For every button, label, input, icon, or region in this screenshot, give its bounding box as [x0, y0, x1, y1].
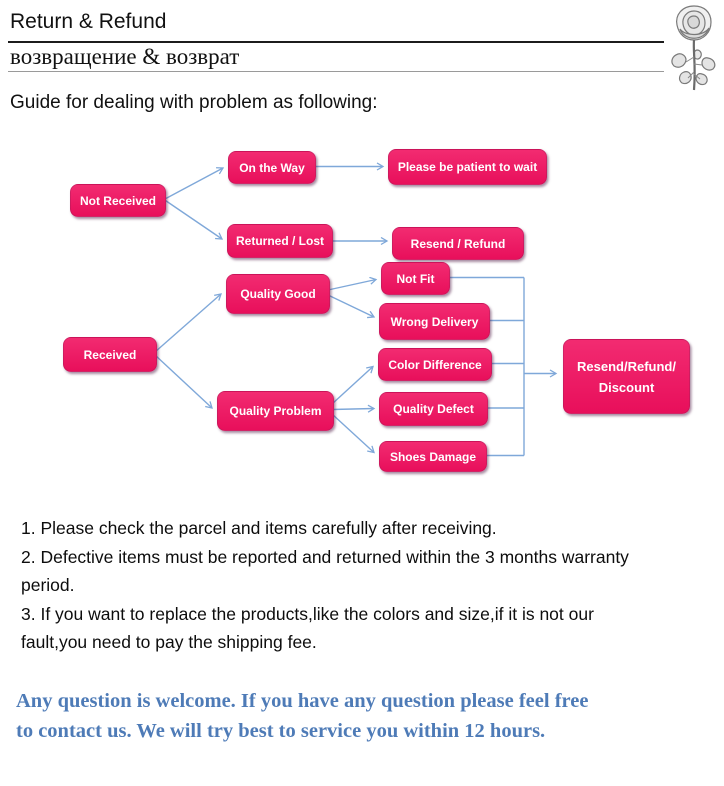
- flow-node-resend-refund-discount: [563, 339, 690, 414]
- note-line-3: 3. If you want to replace the products,like the colors and size,if it is not our: [21, 603, 594, 624]
- flow-node-quality-defect: Quality Defect: [379, 392, 488, 426]
- flow-node-returned-lost: Returned / Lost: [227, 224, 333, 258]
- policy-notes: [21, 514, 713, 657]
- flow-node-shoes-damage: Shoes Damage: [379, 441, 487, 472]
- flow-node-wrong-delivery: Wrong Delivery: [379, 303, 490, 340]
- page-title: Return & Refund: [10, 10, 167, 33]
- flow-node-quality-good: Quality Good: [226, 274, 330, 314]
- rose-icon: [666, 2, 722, 92]
- flow-node-not-fit: Not Fit: [381, 262, 450, 295]
- flow-node-resend-refund: Resend / Refund: [392, 227, 524, 260]
- note-line-2: 2. Defective items must be reported and returned within the 3 months warranty: [21, 546, 629, 567]
- contact-message-line1: Any question is welcome. If you have any question please feel free: [16, 690, 589, 712]
- title-divider: [8, 41, 664, 43]
- page-subtitle-russian: возвращение & возврат: [10, 44, 240, 69]
- flow-node-quality-problem: Quality Problem: [217, 391, 334, 431]
- contact-message: [16, 686, 716, 746]
- flow-node-color-difference: Color Difference: [378, 348, 492, 381]
- flow-node-on-the-way: On the Way: [228, 151, 316, 184]
- flow-node-received: Received: [63, 337, 157, 372]
- note-line-3-cont: fault,you need to pay the shipping fee.: [21, 632, 317, 652]
- guide-heading: Guide for dealing with problem as following:: [10, 92, 378, 113]
- flow-node-resend-refund-discount-line1: Resend/Refund/: [577, 358, 676, 374]
- contact-message-line2: to contact us. We will try best to service you within 12 hours.: [16, 720, 546, 742]
- flow-node-be-patient: Please be patient to wait: [388, 149, 547, 185]
- note-line-1: 1. Please check the parcel and items carefully after receiving.: [21, 518, 497, 538]
- flow-node-not-received: Not Received: [70, 184, 166, 217]
- subtitle-divider: [8, 71, 664, 72]
- flow-node-resend-refund-discount-line2: Discount: [598, 379, 655, 395]
- note-line-2-cont: period.: [21, 575, 75, 595]
